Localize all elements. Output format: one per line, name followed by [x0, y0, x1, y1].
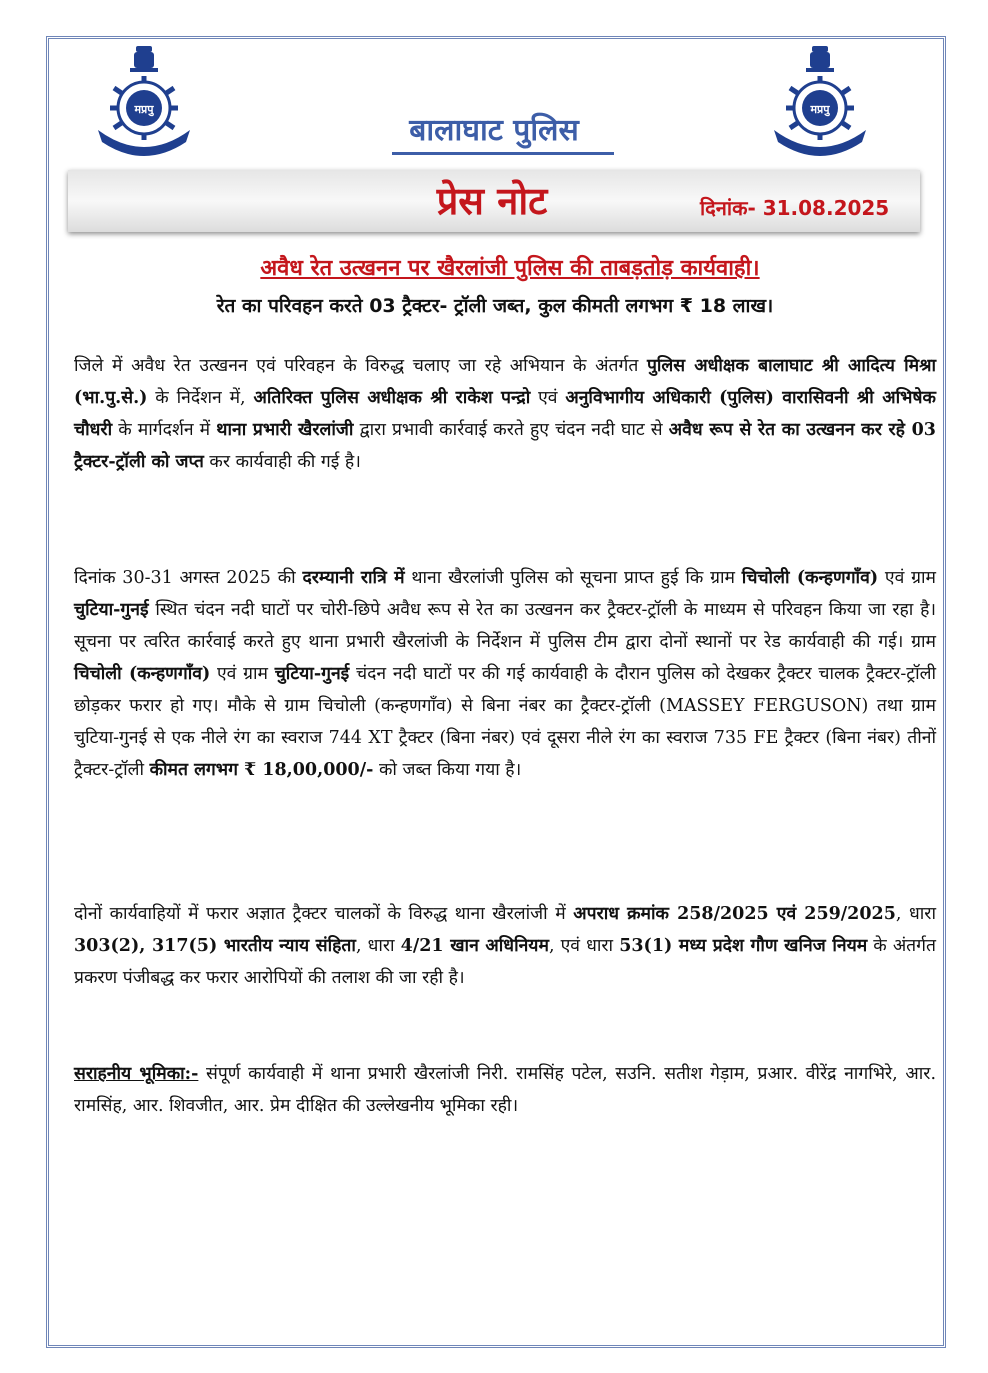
- p3-text-2: , धारा: [895, 904, 936, 924]
- p2-text-5: एवं ग्राम: [210, 664, 275, 684]
- p3-text-3: , धारा: [355, 936, 401, 956]
- p1-text-3: एवं: [530, 388, 566, 408]
- p1-bold-2: अतिरिक्त पुलिस अधीक्षक श्री राकेश पन्द्रो: [253, 388, 531, 408]
- p3-bold-3: 4/21 खान अधिनियम: [400, 936, 549, 956]
- p2-text-2: थाना खैरलांजी पुलिस को सूचना प्राप्त हुई कि ग्राम: [404, 568, 742, 588]
- p2-bold-3: चुटिया-गुनई: [74, 600, 149, 620]
- p3-text-5: के अंतर्गत प्रकरण पंजीबद्ध कर फरार आरोपियों की तलाश की जा रही है।: [74, 936, 936, 988]
- mp-police-emblem-icon: [92, 42, 196, 160]
- p1-text-1: जिले में अवैध रेत उत्खनन एवं परिवहन के विरुद्ध चलाए जा रहे अभियान के अंतर्गत: [74, 356, 647, 376]
- p2-text-3: एवं ग्राम: [878, 568, 936, 588]
- p3-bold-4: 53(1) मध्य प्रदेश गौण खनिज नियम: [619, 936, 868, 956]
- p1-bold-5: अवैध रूप से रेत का उत्खनन कर रहे 03 ट्रैक्टर-ट्रॉली को जप्त: [74, 420, 936, 472]
- svg-text:मप्रपु: मप्रपु: [134, 103, 154, 116]
- doc-type-title: प्रेस नोट: [436, 179, 548, 223]
- svg-text:मप्रपु: मप्रपु: [810, 103, 830, 116]
- p1-text-4: के मार्गदर्शन में: [112, 420, 217, 440]
- p1-bold-4: थाना प्रभारी खैरलांजी: [216, 420, 354, 440]
- headline: अवैध रेत उत्खनन पर खैरलांजी पुलिस की ताबड़तोड़ कार्यवाही।: [260, 256, 760, 281]
- p3-text-4: , एवं धारा: [548, 936, 620, 956]
- appreciation-text: संपूर्ण कार्यवाही में थाना प्रभारी खैरलांजी निरी. रामसिंह पटेल, सउनि. सतीश गेड़ाम, प्रआर. वीरेंद्र नागभिरे, आर. रामसिंह, आर. शिवजीत, आर. प्रेम दीक्षित की उल्लेखनीय भूमिका रही।: [74, 1064, 937, 1116]
- org-name-underline: [392, 152, 614, 155]
- org-name: बालाघाट पुलिस: [409, 113, 579, 148]
- p1-text-5: द्वारा प्रभावी कार्रवाई करते हुए चंदन नदी घाट से: [353, 420, 669, 440]
- p2-text-1: दिनांक 30-31 अगस्त 2025 की: [74, 568, 303, 588]
- p3-bold-2: 303(2), 317(5) भारतीय न्याय संहिता: [74, 936, 356, 956]
- subheadline: रेत का परिवहन करते 03 ट्रैक्टर- ट्रॉली जब्त, कुल कीमती लगभग ₹ 18 लाख।: [216, 295, 774, 317]
- p2-text-4: स्थित चंदन नदी घाटों पर चोरी-छिपे अवैध रूप से रेत का उत्खनन कर ट्रैक्टर-ट्रॉली के माध्यम से परिवहन किया जा रहा है। सूचना पर त्वरित कार्रवाई करते हुए थाना प्रभारी खैरलांजी के निर्देशन में पुलिस टीम द्वारा दोनों स्थानों पर रेड कार्यवाही की गई। ग्राम: [74, 600, 936, 652]
- p2-bold-6: कीमत लगभग ₹ 18,00,000/-: [149, 760, 374, 780]
- p2-bold-4: चिचोली (कन्हणगाँव): [74, 664, 211, 684]
- p2-bold-5: चुटिया-गुनई: [274, 664, 350, 684]
- p2-bold-2: चिचोली (कन्हणगाँव): [741, 568, 879, 588]
- p2-text-7: को जब्त किया गया है।: [373, 760, 522, 780]
- press-note-date: दिनांक- 31.08.2025: [700, 196, 890, 220]
- p1-bold-1: पुलिस अधीक्षक बालाघाट श्री आदित्य मिश्रा (भा.पु.से.): [74, 356, 936, 408]
- paragraph-3: [74, 898, 936, 994]
- p2-text-6: चंदन नदी घाटों पर की गई कार्यवाही के दौरान पुलिस को देखकर ट्रैक्टर चालक ट्रैक्टर-ट्रॉली छोड़कर फरार हो गए। मौके से ग्राम चिचोली (कन्हणगाँव) से बिना नंबर का ट्रैक्टर-ट्रॉली (MASSEY FERGUSON) तथा ग्राम चुटिया-गुनई से एक नीले रंग का स्वराज 744 XT ट्रैक्टर (बिना नंबर) एवं दूसरा नीले रंग का स्वराज 735 FE ट्रैक्टर (बिना नंबर) तीनों ट्रैक्टर-ट्रॉली: [74, 664, 937, 780]
- p3-text-1: दोनों कार्यवाहियों में फरार अज्ञात ट्रैक्टर चालकों के विरुद्ध थाना खैरलांजी में: [74, 904, 574, 924]
- p1-bold-3: अनुविभागीय अधिकारी (पुलिस) वारासिवनी श्री अभिषेक चौधरी: [74, 388, 936, 440]
- p3-bold-1: अपराध क्रमांक 258/2025 एवं 259/2025: [573, 904, 896, 924]
- paragraph-appreciation: [74, 1058, 936, 1122]
- appreciation-label: सराहनीय भूमिका:-: [74, 1064, 199, 1084]
- paragraph-1: [74, 350, 936, 478]
- mp-police-emblem-icon: [768, 42, 872, 160]
- paragraph-2: [74, 562, 936, 786]
- p2-bold-1: दरम्यानी रात्रि में: [302, 568, 405, 588]
- p1-text-6: कर कार्यवाही की गई है।: [203, 452, 361, 472]
- p1-text-2: के निर्देशन में,: [147, 388, 254, 408]
